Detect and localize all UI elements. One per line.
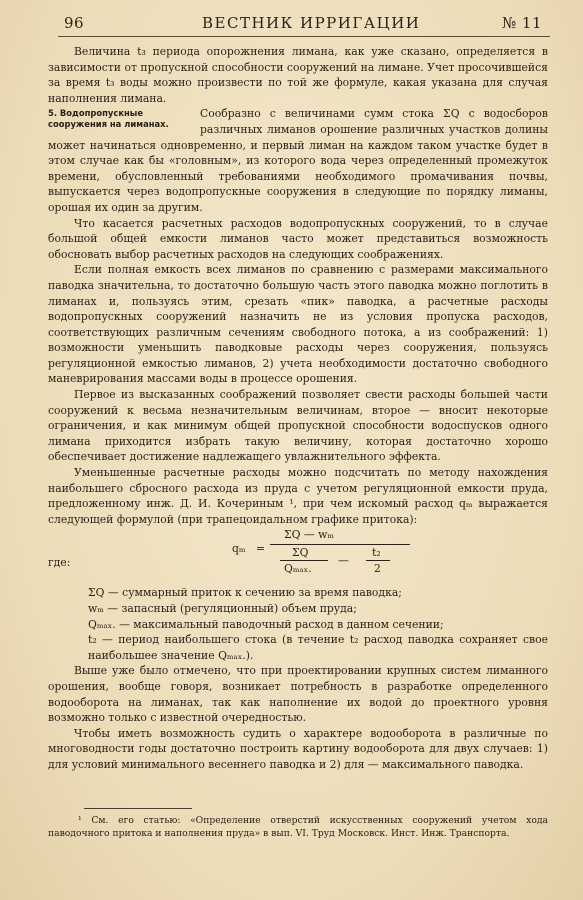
definition-item: wₘ — запасный (регуляционный) объем пруда;: [88, 602, 357, 615]
footnote-rule: [84, 808, 192, 809]
running-header: [58, 12, 550, 37]
journal-title: ВЕСТНИК ИРРИГАЦИИ: [202, 14, 421, 32]
paragraph-1: Величина t₃ периода опорожнения лимана, как уже сказано, определяется в зависимости от пропускной способности сооружений на лимане. Учет просочившейся за время t₃ воды можно произвести по той же формуле, какая указана для случая наполнения лимана.: [48, 45, 548, 105]
formula-definitions: [88, 585, 548, 663]
issue-number: № 11: [501, 14, 542, 32]
page-number: 96: [64, 14, 85, 32]
definition-item: t₂ — период наибольшего стока (в течение t₂ расход паводка сохраняет свое наибольшее значение Qₘₐₓ.).: [88, 633, 548, 662]
paragraph-4: Если полная емкость всех лиманов по сравнению с размерами максимального паводка значительна, то достаточно большую часть этого паводка можно поглотить в лиманах и, пользуясь этим, срезать «пик» паводка, а расчетные расходы водопропускных сооружений назначить не из условия пропуска расходов, соответствующих различным сечениям свободного потока, а из соображений: 1) возможности уменьшить паводковые расходы через сооружения, пользуясь регуляционной емкостью лиманов, 2) учета необходимости достаточно свободного маневрирования массами воды в процессе орошения.: [48, 263, 548, 386]
formula-qm: [48, 529, 548, 585]
paragraph-7: Выше уже было отмечено, что при проектировании крупных систем лиманного орошения, вообще говоря, возникает потребность в разработке определенного водооборота на лиманах, так как наполнение их водой до проектного уровня возможно только с известной очередностью.: [48, 664, 548, 725]
section-heading: 5. Водопропускные сооружения на лиманах.: [48, 108, 169, 130]
formula-minus: —: [338, 554, 349, 568]
formula-equals: =: [256, 542, 266, 556]
formula-numerator: ΣQ — wₘ: [284, 528, 335, 542]
fraction-bar-main: [270, 544, 410, 545]
formula-lhs: qₘ: [232, 542, 246, 556]
paragraph-5: Первое из высказанных соображений позволяет свести расходы большей части сооружений к весьма незначительным величинам, второе — вносит некоторые ограничения, и как минимум общей пропускной способности водоспусков одного лимана приходится избрать такую величину, которая достаточно хорошо обеспечивает достижение надлежащего увлажнительного эффекта.: [48, 388, 548, 464]
section-5: [48, 106, 548, 215]
paragraph-3: Что касается расчетных расходов водопропускных сооружений, то в случае большой общей емкости лиманов часто может представиться возможность обосновать выбор расчетных расходов на следующих соображениях.: [48, 216, 548, 261]
formula-two: 2: [374, 562, 381, 576]
definition-item: ΣQ — суммарный приток к сечению за время паводка;: [88, 586, 402, 600]
formula-inner-denominator: Qₘₐₓ.: [284, 562, 312, 576]
formula-inner-numerator: ΣQ: [292, 546, 309, 560]
paragraph-2: Сообразно с величинами сумм стока ΣQ с водосборов различных лиманов орошение различных участков долины может начинаться одновременно, и первый лиман на каждом таком участке будет в этом случае как бы «головным», из которого вода через определенный промежуток времени, обусловленный требованиями необходимого промачивания почвы, выпускается через водопропускные сооружения в следующие по порядку лиманы, орошая их один за другим.: [48, 107, 548, 214]
paragraph-8: Чтобы иметь возможность судить о характере водооборота в различные по многоводности годы достаточно построить картину водооборота для двух случаев: 1) для условий минимального весеннего паводка и 2) для — максимального паводка.: [48, 726, 548, 771]
article-body: [48, 44, 548, 773]
paragraph-6: Уменьшенные расчетные расходы можно подсчитать по методу нахождения наибольшего сбросного расхода из пруда с учетом регуляционной емкости пруда, предложенному инж. Д. И. Кочериным ¹, при чем искомый расход qₘ выражается следующей формулой (при трапецоидальном графике притока):: [48, 466, 548, 526]
formula-t2: t₂: [372, 546, 381, 560]
formula-label: где:: [48, 556, 71, 570]
footnote: ¹ См. его статью: «Определение отверстий искусственных сооружений учетом хода паводочного притока и наполнения пруда» в вып. VI. Труд Московск. Инст. Инж. Транспорта.: [48, 815, 548, 839]
definition-item: Qₘₐₓ. — максимальный паводочный расход в данном сечении;: [88, 617, 444, 631]
